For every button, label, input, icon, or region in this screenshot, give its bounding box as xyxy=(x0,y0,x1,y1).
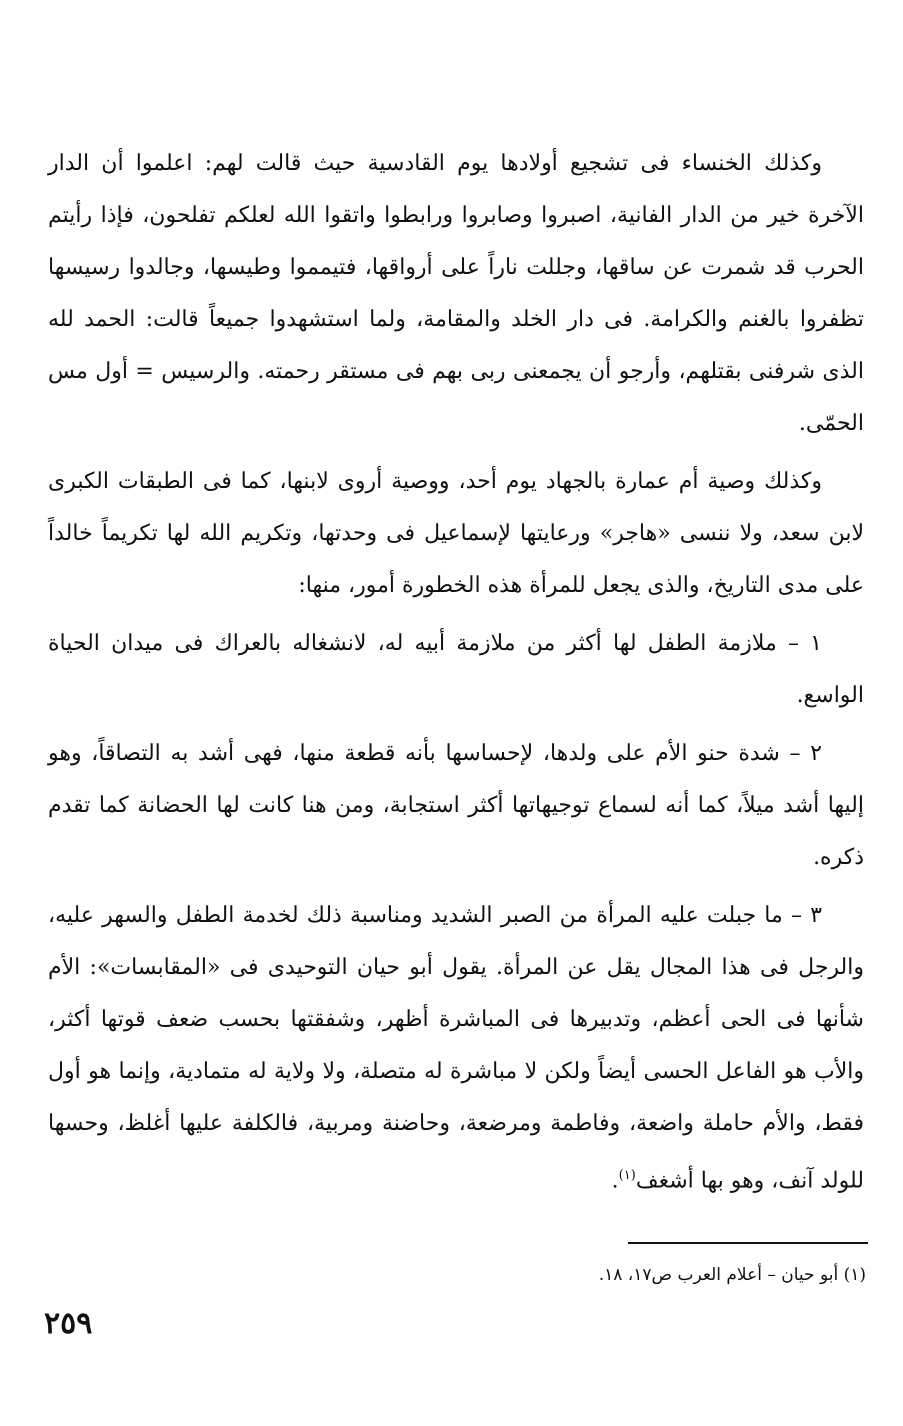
page-number: ٢٥٩ xyxy=(44,1306,93,1341)
paragraph-item-3 xyxy=(48,890,864,1207)
footnote: (١) أبو حيان – أعلام العرب ص١٧، ١٨. xyxy=(598,1265,866,1285)
paragraph-item-2: ٢ – شدة حنو الأم على ولدها، لإحساسها بأنه قطعة منها، فهى أشد به التصاقاً، وهو إليها أشد ميلاً، كما أنه لسماع توجيهاتها أكثر استجابة، ومن هنا كانت لها الحضانة كما تقدم ذكره. xyxy=(48,741,864,870)
footnote-divider xyxy=(628,1242,868,1244)
paragraph-item-3-text: ٣ – ما جبلت عليه المرأة من الصبر الشديد ومناسبة ذلك لخدمة الطفل والسهر عليه، والرجل فى هذا المجال يقل عن المرأة. يقول أبو حيان التوحيدى فى «المقابسات»: الأم شأنها فى الحى أعظم، وتدبيرها فى المباشرة أظهر، وشفقتها بحسب ضعف قوتها أكثر، والأب هو الفاعل الحسى أيضاً ولكن لا مباشرة له متصلة، ولا ولاية له متمادية، وإنما هو أول فقط، والأم حاملة واضعة، وفاطمة ومرضعة، وحاضنة ومربية، فالكلفة عليها أغلظ، وحسها للولد آنف، وهو بها أشغف xyxy=(48,903,864,1194)
paragraph-item-1: ١ – ملازمة الطفل لها أكثر من ملازمة أبيه له، لانشغاله بالعراك فى ميدان الحياة الواسع. xyxy=(48,631,864,708)
closing-period: . xyxy=(611,1168,619,1194)
body-text xyxy=(48,138,864,1213)
paragraph-khansa: وكذلك الخنساء فى تشجيع أولادها يوم القادسية حيث قالت لهم: اعلموا أن الدار الآخرة خير من الدار الفانية، اصبروا وصابروا ورابطوا واتقوا الله لعلكم تفلحون، فإذا رأيتم الحرب قد شمرت عن ساقها، وجللت ناراً على أرواقها، فتيمموا وطيسها، وجالدوا رسيسها تظفروا بالغنم والكرامة. فى دار الخلد والمقامة، ولما استشهدوا جميعاً قالت: الحمد لله الذى شرفنى بقتلهم، وأرجو أن يجمعنى ربى بهم فى مستقر رحمته. والرسيس = أول مس الحمّى. xyxy=(48,151,865,436)
footnote-reference: (١) xyxy=(618,1168,636,1183)
paragraph-um-amara: وكذلك وصية أم عمارة بالجهاد يوم أحد، ووصية أروى لابنها، كما فى الطبقات الكبرى لابن سعد، ولا ننسى «هاجر» ورعايتها لإسماعيل فى وحدتها، وتكريم الله لها تكريماً خالداً على مدى التاريخ، والذى يجعل للمرأة هذه الخطورة أمور، منها: xyxy=(48,469,864,598)
